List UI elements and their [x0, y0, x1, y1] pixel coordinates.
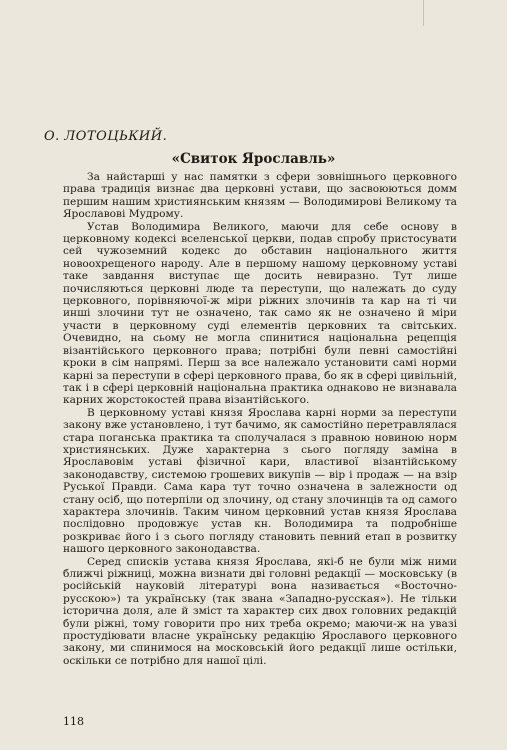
article-title: «Свиток Ярославль»	[171, 151, 336, 167]
paragraph-1: За найстарші у нас памятки з сфери зовнішнього церковного права традиція визнає два церковні устави, що засвоюються домм першим нашим християнським князям — Володимирові Великому та Ярославові Мудрому.	[63, 171, 457, 221]
page-crease	[423, 0, 424, 26]
page-number: 118	[63, 715, 84, 728]
article-body	[63, 171, 457, 667]
author-name: О. ЛОТОЦЬКИЙ.	[44, 129, 168, 144]
paragraph-4: Серед списків устава князя Ярослава, які-б не були між ними ближчі ріжниці, можна визнати дві головні редакції — московську (в російській науковій літературі вона називається «Восточно-русскою») та українську (так звана «Западно-русская»). Не тільки історична доля, але й зміст та характер сих двох головних редакцій були ріжні, тому говорити про них треба окремо; маючи-ж на увазі простудіювати власне українську редакцію Ярославого церковного закону, ми спинимося на московській його редакції лише остільки, оскільки се потрібно для нашої цілі.	[63, 555, 457, 667]
paragraph-2: Устав Володимира Великого, маючи для себе основу в церковному кодексі вселенської церкви, подав спробу пристосувати сей чужоземний кодекс до обставин національного життя новоохрещеного народу. Але в першому нашому церковному уставі таке завдання виступає ще досить невиразно. Тут лише почисляються церковні люде та переступи, що належать до суду церковного, порівняючої-ж міри ріжних злочинів та кар на ті чи инші злочини тут не означено, так само як не означено й міри участи в церковному суді елементів церковних та світських. Очевидно, на сьому не могла спинитися національна рецепція візантійського церковного права; потрібні були певні самостійні кроки в сім напрямі. Перш за все належало установити самі норми карні за переступи в сфері церковного права, бо як в сфері цивільній, так і в сфері церковній національна практика однаково не визнавала карних жорстокостей права візантійського.	[63, 220, 457, 407]
paragraph-3: В церковному уставі князя Ярослава карні норми за переступи закону вже установлено, і тут бачимо, як самостійно перетравлялася стара поганська практика та сполучалася з правною новиною норм християнських. Дуже характерна з сього погляду заміна в Ярославовім уставі фізичної кари, властивої візантійському законодавству, системою грошевих викупів — вір і продаж — на взір Руської Правди. Сама кара тут точно означена в залежности од стану осіб, що потерпіли од злочину, од стану злочинців та од самого характера злочинів. Таким чином церковний устав князя Ярослава послідовно продовжує устав кн. Володимира та подробніше розкриває його і з сього погляду становить певний етап в розвитку нашого церковного законодавства.	[63, 406, 457, 556]
